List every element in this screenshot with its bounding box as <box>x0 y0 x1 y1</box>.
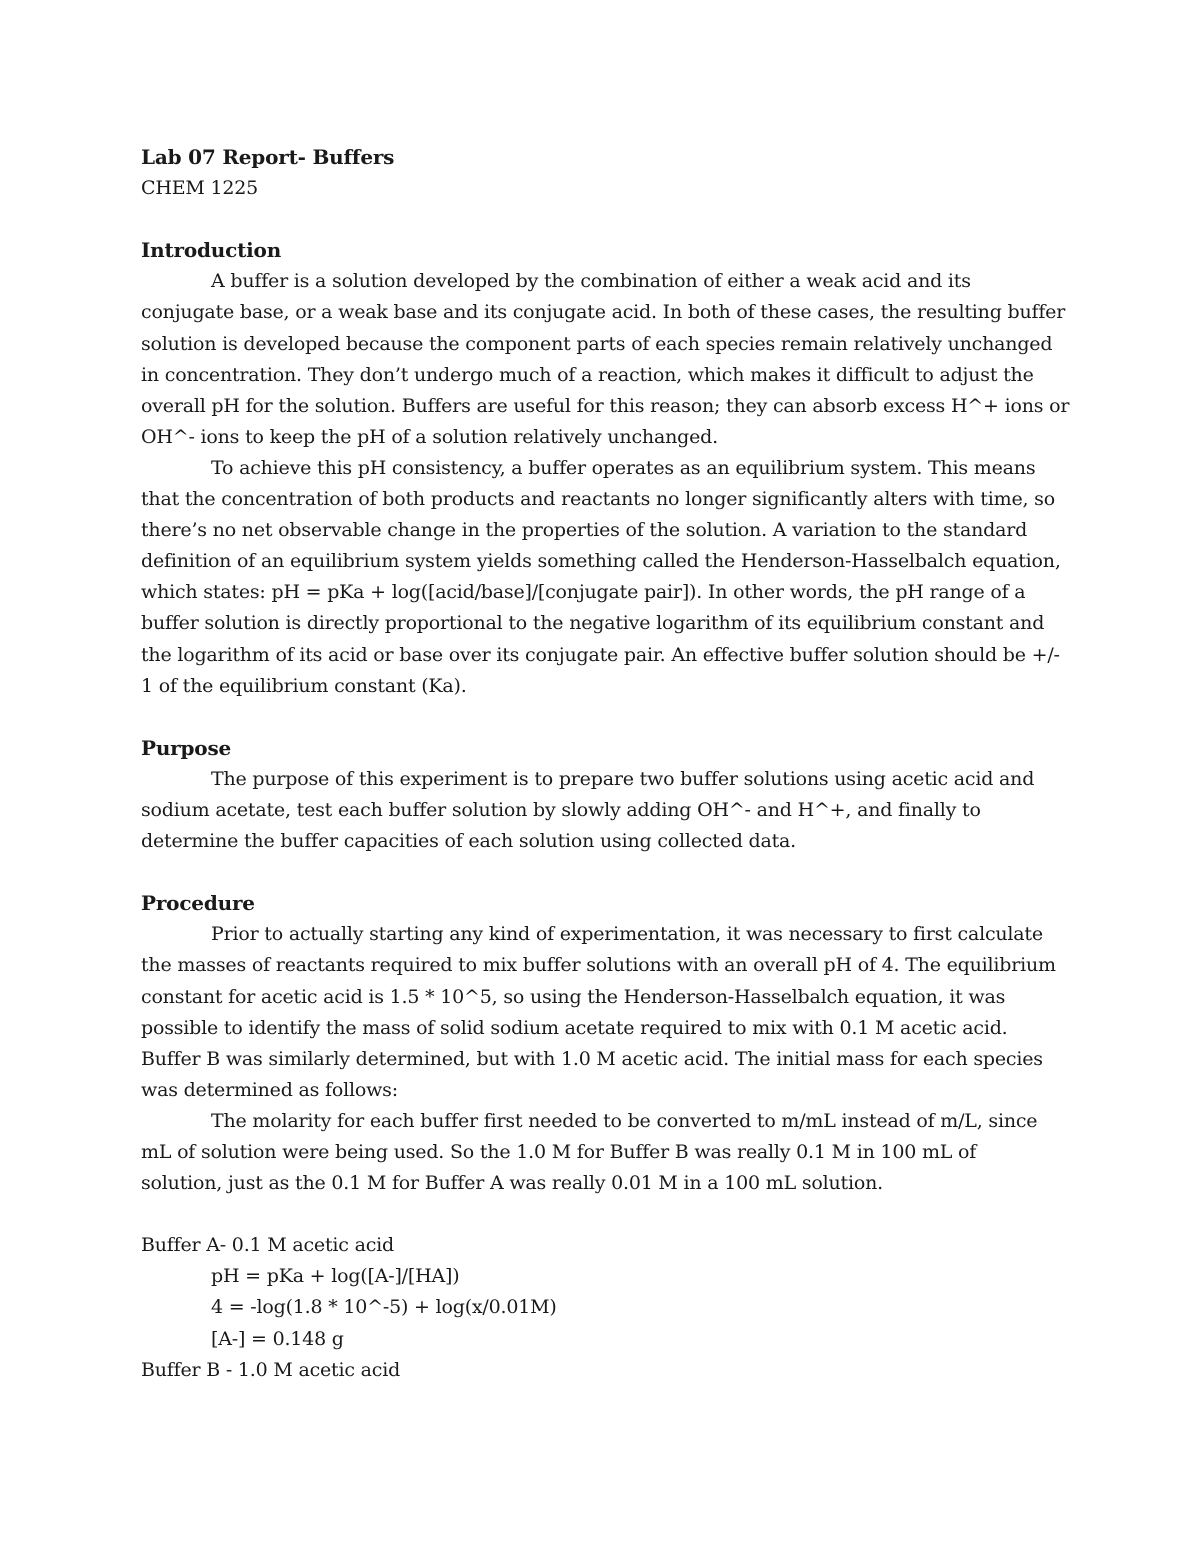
paragraph-line: conjugate base, or a weak base and its conjugate acid. In both of these cases, the resulting buffer <box>141 301 1066 324</box>
paragraph-line: determine the buffer capacities of each solution using collected data. <box>141 830 797 853</box>
buffer-a-label: Buffer A- 0.1 M acetic acid <box>141 1234 394 1257</box>
paragraph-line: there’s no net observable change in the properties of the solution. A variation to the standard <box>141 519 1028 542</box>
paragraph-line: 1 of the equilibrium constant (Ka). <box>141 674 467 697</box>
calculation-step: pH = pKa + log([A-]/[HA]) <box>211 1265 460 1288</box>
paragraph-line: buffer solution is directly proportional to the negative logarithm of its equilibrium constant and <box>141 612 1045 635</box>
paragraph-line: overall pH for the solution. Buffers are useful for this reason; they can absorb excess H^+ ions or <box>141 394 1070 417</box>
procedure-heading: Procedure <box>141 891 255 916</box>
paragraph-line: that the concentration of both products and reactants no longer significantly alters with time, so <box>141 488 1055 511</box>
paragraph-line: Buffer B was similarly determined, but with 1.0 M acetic acid. The initial mass for each species <box>141 1047 1043 1070</box>
spacer <box>141 702 1061 733</box>
paragraph-line: A buffer is a solution developed by the combination of either a weak acid and its <box>211 270 971 293</box>
document-title: Lab 07 Report- Buffers <box>141 145 395 169</box>
paragraph-line: The purpose of this experiment is to prepare two buffer solutions using acetic acid and <box>211 767 1035 790</box>
paragraph-line: solution, just as the 0.1 M for Buffer A was really 0.01 M in a 100 mL solution. <box>141 1172 883 1195</box>
paragraph-line: The molarity for each buffer first needed to be converted to m/mL instead of m/L, since <box>211 1109 1038 1132</box>
paragraph-line: was determined as follows: <box>141 1078 398 1101</box>
course-code: CHEM 1225 <box>141 177 259 200</box>
spacer <box>141 857 1061 888</box>
document-page <box>141 142 1070 1386</box>
paragraph-line: solution is developed because the component parts of each species remain relatively unchanged <box>141 332 1053 355</box>
purpose-heading: Purpose <box>141 735 232 760</box>
calculation-step: 4 = -log(1.8 * 10^-5) + log(x/0.01M) <box>211 1296 557 1319</box>
paragraph-line: in concentration. They don’t undergo much of a reaction, which makes it difficult to adjust the <box>141 363 1034 386</box>
paragraph-line: sodium acetate, test each buffer solution by slowly adding OH^- and H^+, and finally to <box>141 798 981 821</box>
paragraph-line: To achieve this pH consistency, a buffer operates as an equilibrium system. This means <box>211 456 1036 479</box>
introduction-heading: Introduction <box>141 238 282 263</box>
paragraph-line: definition of an equilibrium system yields something called the Henderson-Hasselbalch equation, <box>141 550 1061 573</box>
purpose-section <box>141 733 1061 857</box>
title-block <box>141 142 1061 204</box>
introduction-section <box>141 235 1070 701</box>
spacer <box>141 1199 1061 1230</box>
paragraph-line: OH^- ions to keep the pH of a solution relatively unchanged. <box>141 425 718 448</box>
paragraph-line: the logarithm of its acid or base over its conjugate pair. An effective buffer solution should be +/- <box>141 643 1060 666</box>
paragraph-line: the masses of reactants required to mix buffer solutions with an overall pH of 4. The equilibrium <box>141 954 1056 977</box>
paragraph-line: constant for acetic acid is 1.5 * 10^5, so using the Henderson-Hasselbalch equation, it was <box>141 985 1006 1008</box>
paragraph-line: possible to identify the mass of solid sodium acetate required to mix with 0.1 M acetic acid. <box>141 1016 1008 1039</box>
paragraph-line: mL of solution were being used. So the 1.0 M for Buffer B was really 0.1 M in 100 mL of <box>141 1141 977 1163</box>
calculation-step: [A-] = 0.148 g <box>211 1327 344 1350</box>
procedure-section <box>141 888 1061 1386</box>
buffer-b-label: Buffer B - 1.0 M acetic acid <box>141 1358 401 1381</box>
paragraph-line: which states: pH = pKa + log([acid/base]/[conjugate pair]). In other words, the pH range of a <box>141 581 1026 604</box>
paragraph-line: Prior to actually starting any kind of experimentation, it was necessary to first calculate <box>211 923 1043 946</box>
spacer <box>141 204 1061 235</box>
